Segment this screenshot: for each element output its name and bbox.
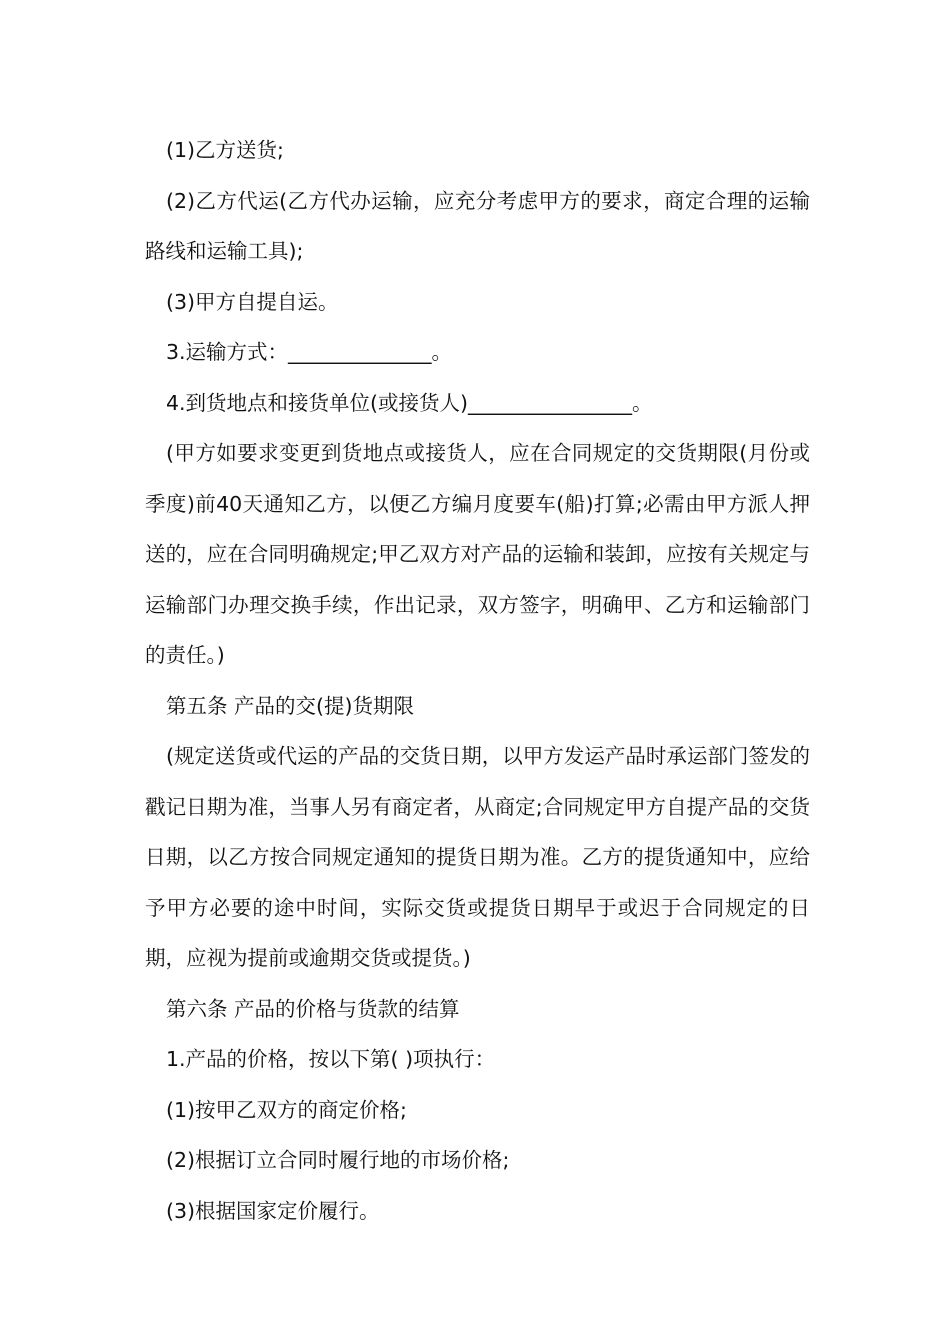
- paragraph-shipping-by-party-b: (2)乙方代运(乙方代办运输，应充分考虑甲方的要求，商定合理的运输路线和运输工具);: [145, 188, 810, 263]
- article-five-heading: 第五条 产品的交(提)货期限: [166, 693, 415, 718]
- paragraph-delivery-by-party-b: (1)乙方送货;: [166, 138, 284, 162]
- document-body: [145, 125, 810, 1236]
- paragraph-self-pickup: (3)甲方自提自运。: [166, 289, 339, 314]
- paragraph-delivery-location: 4.到货地点和接货单位(或接货人)________________。: [166, 390, 653, 415]
- article-six-heading: 第六条 产品的价格与货款的结算: [166, 996, 460, 1021]
- paragraph-change-notice: (甲方如要求变更到货地点或接货人，应在合同规定的交货期限(月份或季度)前40天通知乙方，以便乙方编月度要车(船)打算;必需由甲方派人押送的，应在合同明确规定;甲乙双方对产品的运输和装卸，应按有关规定与运输部门办理交换手续，作出记录，双方签字，明确甲、乙方和运输部门的责任。): [145, 441, 810, 667]
- paragraph-market-price: (2)根据订立合同时履行地的市场价格;: [166, 1148, 510, 1172]
- paragraph-delivery-date-rules: (规定送货或代运的产品的交货日期，以甲方发运产品时承运部门签发的戳记日期为准，当事人另有商定者，从商定;合同规定甲方自提产品的交货日期，以乙方按合同规定通知的提货日期为准。乙方的提货通知中，应给予甲方必要的途中时间，实际交货或提货日期早于或迟于合同规定的日期，应视为提前或逾期交货或提货。): [145, 744, 810, 970]
- paragraph-transport-method: 3.运输方式：______________。: [166, 340, 453, 364]
- paragraph-state-price: (3)根据国家定价履行。: [166, 1198, 380, 1223]
- paragraph-negotiated-price: (1)按甲乙双方的商定价格;: [166, 1097, 407, 1122]
- paragraph-price-basis: 1.产品的价格，按以下第( )项执行：: [166, 1047, 496, 1071]
